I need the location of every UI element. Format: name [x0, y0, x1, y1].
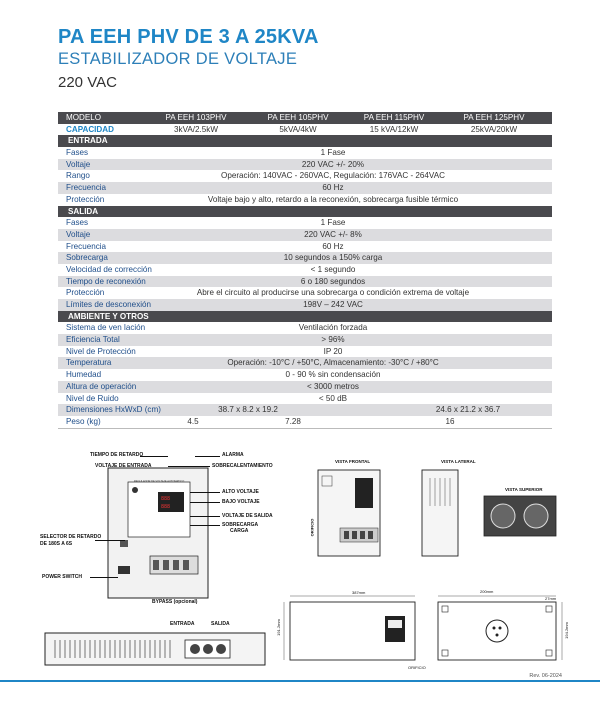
spec-value: Operación: -10°C / +50°C, Almacenamiento: -30°C / +80°C	[227, 358, 439, 368]
revision-label: Rev. 06-2024	[529, 673, 562, 679]
spec-value: > 96%	[321, 335, 345, 345]
spec-label: Eficiencia Total	[66, 335, 120, 345]
label-vista-frontal: VISTA FRONTAL	[335, 459, 371, 464]
spec-label: Voltaje	[66, 229, 91, 239]
spec-row	[58, 252, 552, 264]
spec-value: < 3000 metros	[307, 381, 359, 391]
dimension-diagram-left	[280, 590, 425, 670]
spec-row	[58, 159, 552, 171]
section-title: ENTRADA	[68, 136, 108, 146]
page-header	[58, 26, 319, 91]
section-header	[58, 311, 552, 323]
spec-value: 6 o 180 segundos	[300, 276, 366, 286]
spec-label: Frecuencia	[66, 241, 107, 251]
table-bottom-rule	[58, 428, 552, 429]
spec-value: 60 Hz	[322, 241, 344, 251]
label-carga: CARGA	[230, 528, 249, 534]
section-title: SALIDA	[68, 206, 99, 216]
label-sobrecarga: SOBRECARGA	[222, 522, 259, 528]
capacity-row	[58, 124, 552, 136]
spec-row	[58, 276, 552, 288]
bottom-unit-diagram	[40, 628, 270, 670]
weight-label: Peso (kg)	[66, 416, 101, 426]
capacity-value: 5kVA/4kW	[279, 124, 317, 134]
dimensions-row	[58, 404, 552, 416]
power-switch	[118, 566, 130, 574]
spec-value: < 1 segundo	[310, 264, 356, 274]
selector-switch	[120, 540, 128, 547]
label-volt-salida: VOLTAJE DE SALIDA	[222, 513, 273, 519]
spec-value: 1 Fase	[320, 148, 346, 158]
spec-value: Ventilación forzada	[298, 323, 368, 333]
label-vista-superior: VISTA SUPERIOR	[505, 487, 543, 492]
label-power-switch: POWER SWITCH	[42, 574, 82, 580]
spec-row	[58, 241, 552, 253]
capacity-value: 3kVA/2.5kW	[174, 124, 218, 134]
dim-side: 191.2mm	[275, 619, 281, 636]
dimensions-value: 24.6 x 21.2 x 36.7	[435, 405, 501, 415]
weight-value: 4.5	[187, 416, 199, 426]
spec-row	[58, 182, 552, 194]
weight-value: 7.28	[285, 416, 301, 426]
spec-label: Rango	[66, 171, 90, 181]
model-label: MODELO	[66, 113, 102, 122]
label-selector-2: DE 180S A 6S	[40, 541, 73, 547]
spec-value: 198V – 242 VAC	[303, 300, 363, 309]
spec-row	[58, 287, 552, 299]
spec-value: IP 20	[323, 346, 343, 356]
spec-value: 10 segundos a 150% carga	[283, 253, 383, 263]
page-title: PA EEH PHV DE 3 A 25KVA	[58, 26, 319, 48]
label-orificio-2: ORIFICIO	[408, 665, 426, 670]
section-title: AMBIENTE Y OTROS	[68, 311, 149, 321]
label-sobrecal: SOBRECALENTAMIENTO	[212, 463, 273, 469]
label-orificio: ORIFICIO	[309, 518, 315, 537]
spec-value: Abre el circuito al producirse una sobrecarga o condición extrema de voltaje	[196, 288, 470, 298]
spec-label: Nivel de Protección	[66, 346, 136, 356]
spec-label: Humedad	[66, 370, 102, 380]
svg-text:888: 888	[161, 496, 171, 502]
spec-row	[58, 381, 552, 393]
panel-title: REGULADOR DE VOLTAJE AUTOMATICO	[134, 480, 185, 483]
model-row	[58, 112, 552, 124]
page-subtitle: ESTABILIZADOR DE VOLTAJE	[58, 50, 298, 68]
spec-label: Tiempo de reconexión	[66, 276, 146, 286]
label-selector-1: SELECTOR DE RETARDO	[40, 534, 102, 540]
spec-value: 60 Hz	[322, 183, 344, 193]
spec-value: 220 VAC +/- 8%	[304, 229, 362, 239]
model-name: PA EEH 115PHV	[363, 113, 425, 122]
spec-label: Velocidad de corrección	[66, 264, 152, 274]
spec-row	[58, 299, 552, 311]
label-retardo: TIEMPO DE RETARDO	[90, 452, 144, 458]
spec-row	[58, 393, 552, 405]
spec-row	[58, 322, 552, 334]
spec-row	[58, 346, 552, 358]
spec-table	[58, 112, 552, 429]
label-vista-lateral: VISTA LATERAL	[441, 459, 476, 464]
spec-row	[58, 170, 552, 182]
spec-value: Operación: 140VAC - 260VAC, Regulación: 176VAC - 264VAC	[221, 171, 445, 181]
spec-label: Sistema de ven lación	[66, 323, 146, 333]
spec-row	[58, 357, 552, 369]
label-bypass: BYPASS (opcional)	[152, 599, 198, 605]
label-salida: SALIDA	[211, 621, 230, 627]
dim-right: 194.2mm	[563, 622, 569, 639]
section-header	[58, 135, 552, 147]
spec-row	[58, 147, 552, 159]
spec-label: Voltaje	[66, 159, 91, 169]
weight-row	[58, 416, 552, 428]
spec-label: Límites de desconexión	[66, 300, 152, 309]
spec-value: Voltaje bajo y alto, retardo a la reconexión, sobrecarga fusible térmico	[207, 194, 459, 204]
spec-value: 1 Fase	[320, 218, 346, 228]
label-volt-entrada: VOLTAJE DE ENTRADA	[95, 463, 152, 469]
capacity-value: 25kVA/20kW	[470, 124, 518, 134]
model-name: PA EEH 125PHV	[463, 113, 525, 122]
voltage-label: 220 VAC	[58, 74, 117, 91]
spec-value: < 50 dB	[318, 393, 348, 403]
label-entrada: ENTRADA	[170, 621, 195, 627]
weight-value: 16	[445, 416, 455, 426]
label-alarma: ALARMA	[222, 452, 244, 458]
spec-label: Protección	[66, 194, 105, 204]
model-name: PA EEH 105PHV	[267, 113, 329, 122]
spec-label: Protección	[66, 288, 105, 298]
dim-small: 27mm	[545, 596, 557, 601]
footer-rule	[0, 680, 600, 682]
dim-top: 387mm	[352, 590, 366, 595]
spec-label: Temperatura	[66, 358, 112, 368]
spec-label: Frecuencia	[66, 183, 107, 193]
brand-logo	[132, 487, 138, 493]
top-view-diagram	[480, 490, 560, 542]
spec-row	[58, 229, 552, 241]
spec-label: Sobrecarga	[66, 253, 108, 263]
dimensions-value: 38.7 x 8.2 x 19.2	[218, 405, 278, 415]
spec-value: 0 - 90 % sin condensación	[285, 370, 381, 380]
spec-row	[58, 194, 552, 206]
dimension-diagram-right	[430, 590, 570, 670]
spec-row	[58, 334, 552, 346]
spec-row	[58, 217, 552, 229]
dimensions-label: Dimensiones HxWxD (cm)	[66, 405, 161, 415]
spec-label: Nivel de Ruido	[66, 393, 119, 403]
label-bajo: BAJO VOLTAJE	[222, 499, 260, 505]
spec-value: 220 VAC +/- 20%	[301, 159, 365, 169]
label-alto: ALTO VOLTAJE	[222, 489, 259, 495]
spec-label: Fases	[66, 148, 89, 158]
front-view-diagram	[300, 458, 400, 568]
side-view-diagram	[410, 458, 470, 568]
capacity-value: 15 kVA/12kW	[369, 124, 419, 134]
svg-text:888: 888	[161, 504, 171, 510]
capacity-label: CAPACIDAD	[66, 124, 114, 134]
spec-row	[58, 264, 552, 276]
spec-row	[58, 369, 552, 381]
section-header	[58, 206, 552, 218]
spec-label: Altura de operación	[66, 381, 137, 391]
dim-top-2: 200mm	[480, 589, 494, 594]
model-name: PA EEH 103PHV	[165, 113, 227, 122]
spec-label: Fases	[66, 218, 89, 228]
